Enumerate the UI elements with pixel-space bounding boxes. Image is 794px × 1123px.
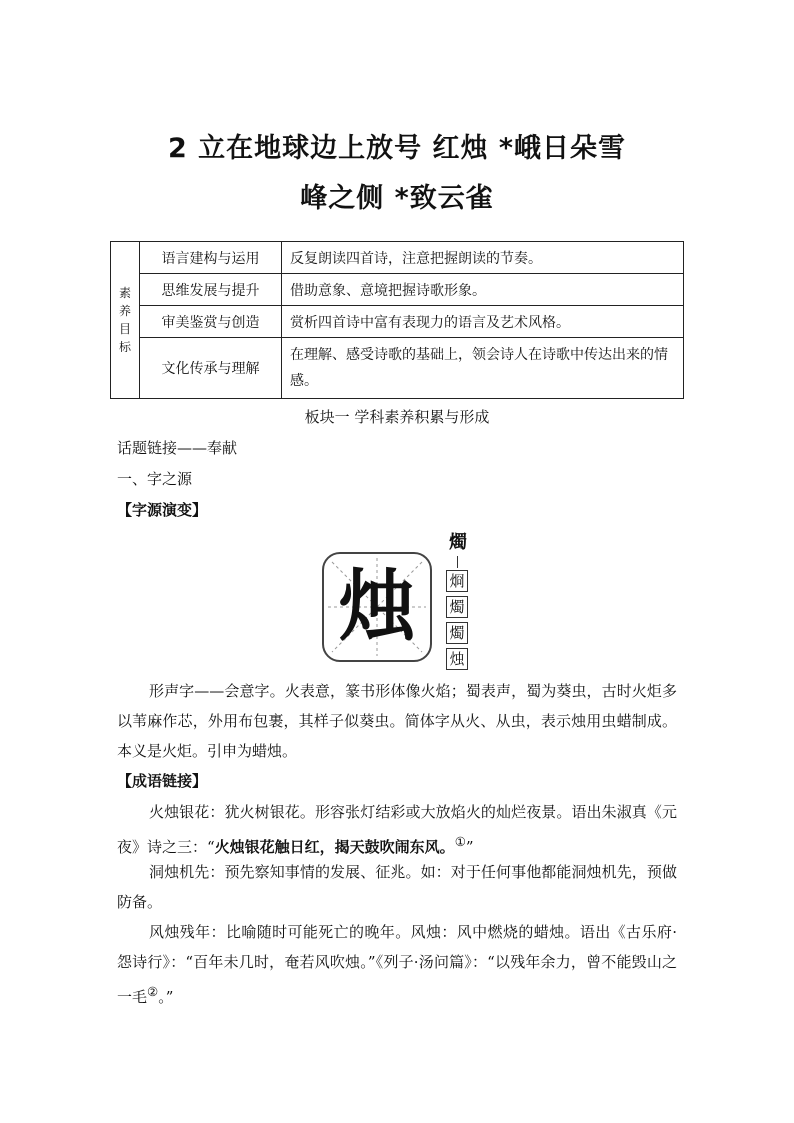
goals-side-label bbox=[111, 242, 140, 399]
idiom-1-end: ” bbox=[465, 838, 474, 856]
evolution-glyph: 燭 bbox=[446, 596, 468, 618]
section-heading: 板块一 学科素养积累与形成 bbox=[304, 408, 490, 426]
goals-row-2 bbox=[111, 274, 684, 306]
idiom-3-end: 。” bbox=[158, 988, 174, 1006]
goals-row-4 bbox=[111, 338, 684, 399]
goal-category: 文化传承与理解 bbox=[140, 338, 282, 399]
idiom-paragraph-2: 洞烛机先：预先察知事情的发展、征兆。如：对于任何事他都能洞烛机先，预做防备。 bbox=[117, 863, 677, 911]
idiom-paragraph-1 bbox=[117, 797, 677, 862]
evolution-glyph: 燭 bbox=[446, 622, 468, 644]
lesson-title-line-2: 峰之侧 *致云雀 bbox=[300, 183, 494, 214]
character-grid-box bbox=[322, 552, 432, 662]
goal-description: 赏析四首诗中富有表现力的语言及艺术风格。 bbox=[282, 306, 684, 338]
evolution-arrow bbox=[457, 556, 458, 568]
idiom-label: 【成语链接】 bbox=[117, 772, 208, 790]
idiom-3-text: 风烛残年：比喻随时可能死亡的晚年。风烛：风中燃烧的蜡烛。语出《古乐府·怨诗行》：“百年未几时，奄若风吹烛。”《列子·汤问篇》：“以残年余力，曾不能毁山之一毛 bbox=[117, 923, 677, 1006]
footnote-marker: ② bbox=[147, 984, 159, 999]
lesson-title-line-1: 2 立在地球边上放号 红烛 *峨日朵雪 bbox=[167, 133, 627, 164]
goal-category: 语言建构与运用 bbox=[140, 242, 282, 274]
sub-heading: 一、字之源 bbox=[117, 470, 193, 488]
idiom-1-quote: 火烛银花触日红，揭天鼓吹闹东风。 bbox=[214, 838, 455, 856]
goals-row-3 bbox=[111, 306, 684, 338]
goal-description: 反复朗读四首诗，注意把握朗读的节奏。 bbox=[282, 242, 684, 274]
goals-row-1 bbox=[111, 242, 684, 274]
goal-category: 思维发展与提升 bbox=[140, 274, 282, 306]
goal-description: 在理解、感受诗歌的基础上，领会诗人在诗歌中传达出来的情感。 bbox=[282, 338, 684, 399]
goal-category: 审美鉴赏与创造 bbox=[140, 306, 282, 338]
goal-description: 借助意象、意境把握诗歌形象。 bbox=[282, 274, 684, 306]
literacy-goals-table bbox=[110, 241, 684, 399]
seal-script-glyph: 燭 bbox=[449, 532, 467, 553]
zi-yuan-label: 【字源演变】 bbox=[117, 501, 208, 519]
side-label-char: 目 bbox=[118, 322, 131, 336]
topic-link: 话题链接——奉献 bbox=[117, 439, 238, 457]
main-character: 烛 bbox=[337, 561, 416, 652]
footnote-marker: ① bbox=[454, 834, 466, 849]
idiom-paragraph-3 bbox=[117, 917, 677, 1012]
side-label-char: 养 bbox=[118, 304, 131, 318]
zi-yuan-paragraph: 形声字——会意字。火表意，篆书形体像火焰；蜀表声，蜀为葵虫，古时火炬多以苇麻作芯，外用布包裹，其样子似葵虫。简体字从火、从虫，表示烛用虫蜡制成。本义是火炬。引申为蜡烛。 bbox=[117, 682, 677, 760]
idiom-1-text: 火烛银花：犹火树银花。形容张灯结彩或大放焰火的灿烂夜景。语出朱淑真《元夜》诗之三：“ bbox=[117, 803, 677, 856]
evolution-glyph: 烛 bbox=[446, 648, 468, 670]
side-label-char: 素 bbox=[118, 286, 131, 300]
side-label-char: 标 bbox=[118, 340, 131, 354]
evolution-glyph: 烱 bbox=[446, 570, 468, 592]
